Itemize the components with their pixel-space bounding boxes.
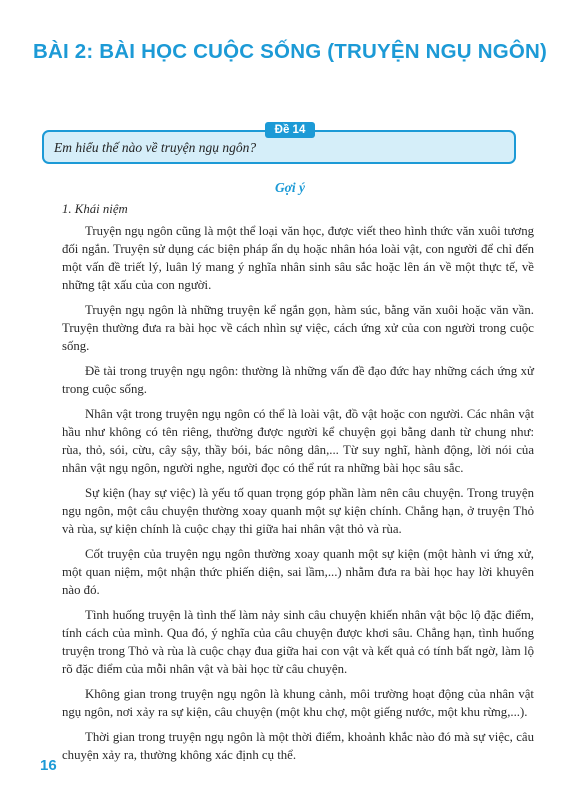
paragraph-characters: Nhân vật trong truyện ngụ ngôn có thể là loài vật, đồ vật hoặc con người. Các nhân vật hầu như không có tên riêng, thường được người kể chuyện gọi bằng danh từ chung như: rùa, thỏ, sói, cừu, cây sậy, thầy bói, bác nông dân,... Từ suy nghĩ, hành động, lời nói của nhân vật ngụ ngôn, người nghe, người đọc có thể rút ra những bài học sâu sắc. xyxy=(62,407,534,475)
paragraph-theme: Đề tài trong truyện ngụ ngôn: thường là những vấn đề đạo đức hay những cách ứng xử trong cuộc sống. xyxy=(62,364,534,396)
answer-content xyxy=(62,200,534,771)
paragraph-characteristics: Truyện ngụ ngôn là những truyện kể ngắn gọn, hàm súc, bằng văn xuôi hoặc văn vần. Truyện thường đưa ra bài học về cách nhìn sự việc, cách ứng xử của con người trong cuộc sống. xyxy=(62,303,534,353)
section-heading: 1. Khái niệm xyxy=(62,202,128,216)
question-text: Em hiểu thế nào về truyện ngụ ngôn? xyxy=(54,140,257,155)
exercise-badge: Đề 14 xyxy=(265,122,315,138)
page-title: BÀI 2: BÀI HỌC CUỘC SỐNG (TRUYỆN NGỤ NGÔN) xyxy=(32,40,548,63)
paragraph-situation: Tình huống truyện là tình thế làm nảy sinh câu chuyện khiến nhân vật bộc lộ đặc điểm, tính cách của mình. Qua đó, ý nghĩa của câu chuyện được khơi sâu. Chẳng hạn, tình huống truyện trong Thỏ và rùa là cuộc chạy đua giữa hai con vật và kết quả có tính bất ngờ, làm lộ rõ đặc điểm của mỗi nhân vật và bài học từ câu chuyện. xyxy=(62,608,534,676)
paragraph-space: Không gian trong truyện ngụ ngôn là khung cảnh, môi trường hoạt động của nhân vật ngụ ngôn, nơi xảy ra sự kiện, câu chuyện (một khu chợ, một giếng nước, một khu rừng,...). xyxy=(62,687,534,719)
paragraph-definition: Truyện ngụ ngôn cũng là một thể loại văn học, được viết theo hình thức văn xuôi tương đối ngắn. Truyện sử dụng các biện pháp ẩn dụ hoặc nhân hóa loài vật, con người để chỉ đến một vấn đề triết lý, luân lý mang ý nghĩa nhân sinh sâu sắc hoặc lên án về một thực tế, về những tật xấu của con người. xyxy=(62,224,534,292)
paragraph-plot: Cốt truyện của truyện ngụ ngôn thường xoay quanh một sự kiện (một hành vi ứng xử, một quan niệm, một nhận thức phiến diện, sai lầm,...) nhằm đưa ra bài học hay lời khuyên nào đó. xyxy=(62,547,534,597)
hint-heading: Gợi ý xyxy=(274,180,306,195)
paragraph-time: Thời gian trong truyện ngụ ngôn là một thời điểm, khoảnh khắc nào đó mà sự việc, câu chuyện xảy ra, thường không xác định cụ thể. xyxy=(62,730,534,762)
page-number: 16 xyxy=(40,757,57,774)
paragraph-events: Sự kiện (hay sự việc) là yếu tố quan trọng góp phần làm nên câu chuyện. Trong truyện ngụ ngôn, một câu chuyện thường xoay quanh một sự kiện chính. Chẳng hạn, ở truyện Thỏ và rùa, sự kiện chính là cuộc chạy thi giữa hai nhân vật thỏ và rùa. xyxy=(62,486,534,536)
